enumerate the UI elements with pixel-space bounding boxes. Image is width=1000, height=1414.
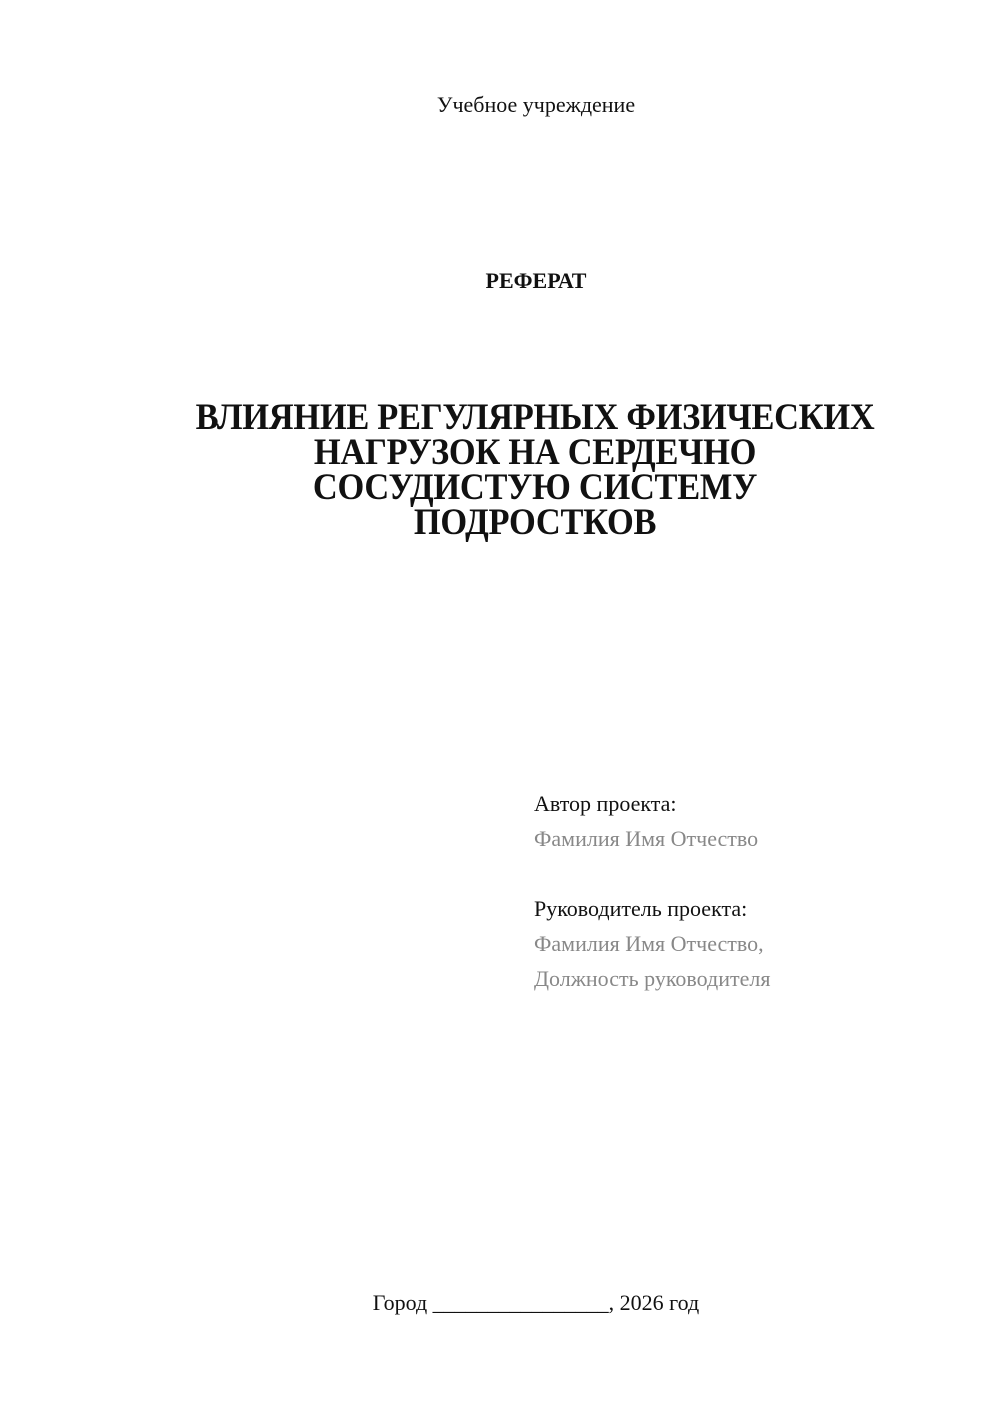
title-line: СОСУДИСТУЮ СИСТЕМУ — [312, 467, 758, 508]
footer-city-year — [72, 1290, 1000, 1316]
supervisor-label: Руководитель проекта: — [534, 896, 748, 921]
city-blank: ________________ — [432, 1290, 609, 1315]
document-title — [70, 397, 1000, 543]
document-type: РЕФЕРАТ — [485, 268, 587, 293]
author-name: Фамилия Имя Отчество — [534, 826, 759, 851]
city-label: Город — [372, 1290, 428, 1315]
supervisor-position: Должность руководителя — [534, 966, 771, 991]
title-line: ВЛИЯНИЕ РЕГУЛЯРНЫХ ФИЗИЧЕСКИХ — [195, 397, 875, 438]
institution-name: Учебное учреждение — [436, 92, 636, 117]
year: , 2026 год — [608, 1290, 700, 1315]
title-line: НАГРУЗОК НА СЕРДЕЧНО — [313, 432, 757, 473]
author-label: Автор проекта: — [534, 791, 677, 816]
author-block — [534, 786, 758, 856]
supervisor-block — [534, 891, 770, 996]
supervisor-name: Фамилия Имя Отчество, — [534, 931, 764, 956]
title-line: ПОДРОСТКОВ — [413, 502, 657, 543]
